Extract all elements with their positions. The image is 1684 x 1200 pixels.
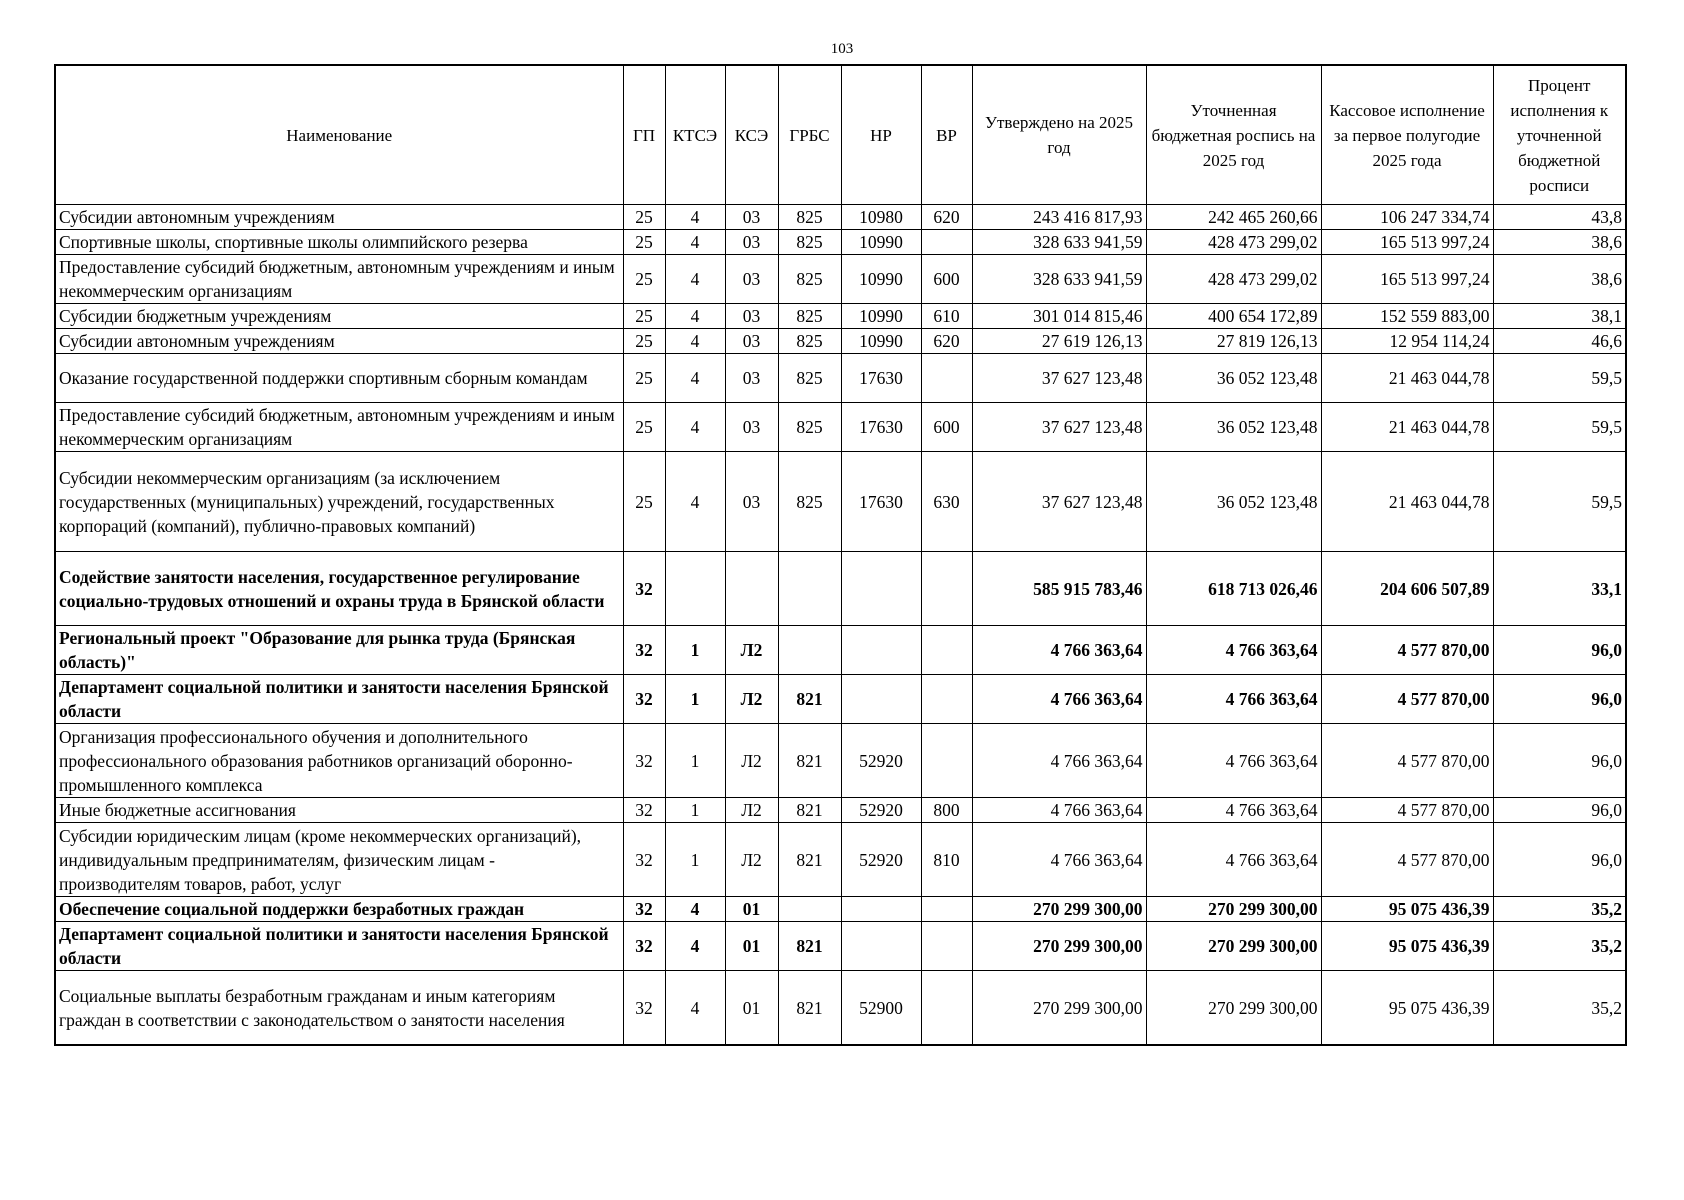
cell-cash: 21 463 044,78 [1321,452,1493,552]
header-gp: ГП [623,65,665,205]
cell-name: Департамент социальной политики и занятости населения Брянской области [55,922,623,971]
cell-np [841,922,921,971]
cell-grbs: 825 [778,255,841,304]
cell-name: Содействие занятости населения, государственное регулирование социально-трудовых отношений и охраны труда в Брянской области [55,552,623,626]
cell-cash: 204 606 507,89 [1321,552,1493,626]
table-row-section [55,922,1626,971]
header-refined: Уточненная бюджетная роспись на 2025 год [1146,65,1321,205]
cell-kse: 03 [725,230,778,255]
cell-percent: 46,6 [1493,329,1626,354]
cell-refined: 400 654 172,89 [1146,304,1321,329]
cell-np: 52920 [841,798,921,823]
cell-grbs: 825 [778,403,841,452]
cell-percent: 59,5 [1493,354,1626,403]
cell-approved: 270 299 300,00 [972,971,1146,1046]
cell-cash: 21 463 044,78 [1321,354,1493,403]
cell-approved: 243 416 817,93 [972,205,1146,230]
cell-kse: 01 [725,897,778,922]
cell-ktse: 4 [665,922,725,971]
cell-approved: 4 766 363,64 [972,675,1146,724]
cell-percent: 96,0 [1493,675,1626,724]
cell-refined: 270 299 300,00 [1146,922,1321,971]
table-row [55,304,1626,329]
cell-np: 10990 [841,304,921,329]
cell-ktse: 1 [665,823,725,897]
cell-refined: 242 465 260,66 [1146,205,1321,230]
cell-grbs: 821 [778,724,841,798]
cell-grbs [778,626,841,675]
cell-grbs: 825 [778,452,841,552]
cell-ktse: 4 [665,354,725,403]
cell-vr [921,354,972,403]
cell-approved: 37 627 123,48 [972,452,1146,552]
cell-gp: 25 [623,230,665,255]
cell-kse: Л2 [725,823,778,897]
cell-gp: 25 [623,403,665,452]
cell-gp: 32 [623,922,665,971]
header-approved: Утверждено на 2025 год [972,65,1146,205]
header-percent: Процент исполнения к уточненной бюджетной росписи [1493,65,1626,205]
cell-cash: 12 954 114,24 [1321,329,1493,354]
cell-gp: 32 [623,626,665,675]
cell-kse: 01 [725,971,778,1046]
cell-ktse: 4 [665,329,725,354]
cell-gp: 32 [623,971,665,1046]
cell-kse: 03 [725,304,778,329]
cell-grbs: 825 [778,304,841,329]
cell-percent: 35,2 [1493,897,1626,922]
cell-grbs [778,897,841,922]
table-row [55,971,1626,1046]
cell-refined: 36 052 123,48 [1146,452,1321,552]
cell-kse: Л2 [725,626,778,675]
cell-refined: 4 766 363,64 [1146,724,1321,798]
cell-vr [921,922,972,971]
table-row-section [55,675,1626,724]
cell-percent: 35,2 [1493,922,1626,971]
cell-cash: 165 513 997,24 [1321,255,1493,304]
cell-percent: 96,0 [1493,626,1626,675]
table-row [55,798,1626,823]
table-row [55,452,1626,552]
header-cash: Кассовое исполнение за первое полугодие 2025 года [1321,65,1493,205]
cell-kse: 03 [725,354,778,403]
cell-name: Региональный проект "Образование для рынка труда (Брянская область)" [55,626,623,675]
cell-percent: 96,0 [1493,823,1626,897]
header-name: Наименование [55,65,623,205]
cell-name: Департамент социальной политики и занятости населения Брянской области [55,675,623,724]
cell-name: Предоставление субсидий бюджетным, автономным учреждениям и иным некоммерческим организациям [55,255,623,304]
cell-np: 10990 [841,255,921,304]
cell-gp: 25 [623,205,665,230]
cell-vr [921,552,972,626]
cell-np: 52920 [841,823,921,897]
cell-approved: 585 915 783,46 [972,552,1146,626]
cell-name: Спортивные школы, спортивные школы олимпийского резерва [55,230,623,255]
cell-approved: 27 619 126,13 [972,329,1146,354]
header-vr: ВР [921,65,972,205]
cell-cash: 152 559 883,00 [1321,304,1493,329]
cell-refined: 270 299 300,00 [1146,897,1321,922]
cell-ktse: 4 [665,230,725,255]
cell-vr: 800 [921,798,972,823]
cell-kse: 01 [725,922,778,971]
cell-ktse: 1 [665,798,725,823]
cell-cash: 4 577 870,00 [1321,626,1493,675]
cell-grbs: 821 [778,798,841,823]
cell-cash: 95 075 436,39 [1321,922,1493,971]
cell-cash: 4 577 870,00 [1321,675,1493,724]
cell-grbs: 821 [778,675,841,724]
cell-np: 17630 [841,452,921,552]
header-kse: КСЭ [725,65,778,205]
cell-percent: 96,0 [1493,724,1626,798]
cell-grbs: 821 [778,971,841,1046]
table-row-section [55,897,1626,922]
cell-ktse: 4 [665,304,725,329]
cell-gp: 25 [623,304,665,329]
header-grbs: ГРБС [778,65,841,205]
cell-percent: 33,1 [1493,552,1626,626]
cell-name: Субсидии бюджетным учреждениям [55,304,623,329]
cell-refined: 4 766 363,64 [1146,626,1321,675]
cell-name: Иные бюджетные ассигнования [55,798,623,823]
cell-refined: 27 819 126,13 [1146,329,1321,354]
cell-percent: 38,6 [1493,230,1626,255]
budget-table [54,64,1627,1046]
cell-name: Субсидии некоммерческим организациям (за исключением государственных (муниципальных) учреждений, государственных корпораций (компаний), публично-правовых компаний) [55,452,623,552]
cell-vr: 600 [921,255,972,304]
header-np: НР [841,65,921,205]
cell-gp: 32 [623,897,665,922]
header-ktse: КТСЭ [665,65,725,205]
cell-approved: 37 627 123,48 [972,403,1146,452]
cell-np: 52920 [841,724,921,798]
cell-grbs [778,552,841,626]
cell-grbs: 825 [778,329,841,354]
cell-np [841,626,921,675]
cell-kse: Л2 [725,724,778,798]
table-row [55,724,1626,798]
cell-cash: 165 513 997,24 [1321,230,1493,255]
cell-refined: 428 473 299,02 [1146,230,1321,255]
cell-name: Оказание государственной поддержки спортивным сборным командам [55,354,623,403]
cell-kse [725,552,778,626]
cell-gp: 25 [623,354,665,403]
cell-gp: 32 [623,552,665,626]
cell-percent: 96,0 [1493,798,1626,823]
table-row [55,354,1626,403]
cell-grbs: 825 [778,230,841,255]
cell-gp: 32 [623,798,665,823]
cell-ktse [665,552,725,626]
cell-cash: 4 577 870,00 [1321,724,1493,798]
cell-np [841,552,921,626]
cell-gp: 25 [623,329,665,354]
cell-name: Субсидии юридическим лицам (кроме некоммерческих организаций), индивидуальным предпринимателям, физическим лицам - производителям товаров, работ, услуг [55,823,623,897]
cell-approved: 4 766 363,64 [972,724,1146,798]
cell-vr [921,897,972,922]
cell-vr: 600 [921,403,972,452]
cell-refined: 4 766 363,64 [1146,675,1321,724]
cell-approved: 4 766 363,64 [972,626,1146,675]
cell-percent: 59,5 [1493,403,1626,452]
cell-cash: 4 577 870,00 [1321,823,1493,897]
cell-gp: 32 [623,675,665,724]
page-number: 103 [830,41,854,57]
cell-approved: 270 299 300,00 [972,897,1146,922]
cell-name: Социальные выплаты безработным гражданам и иным категориям граждан в соответствии с законодательством о занятости населения [55,971,623,1046]
table-header-row [55,65,1626,205]
cell-np: 10980 [841,205,921,230]
cell-ktse: 4 [665,255,725,304]
cell-np: 17630 [841,403,921,452]
cell-percent: 38,6 [1493,255,1626,304]
cell-np: 10990 [841,329,921,354]
table-row [55,403,1626,452]
cell-cash: 95 075 436,39 [1321,971,1493,1046]
table-row [55,255,1626,304]
cell-gp: 25 [623,255,665,304]
cell-kse: 03 [725,205,778,230]
cell-ktse: 1 [665,626,725,675]
cell-refined: 428 473 299,02 [1146,255,1321,304]
cell-percent: 38,1 [1493,304,1626,329]
cell-grbs: 825 [778,205,841,230]
cell-approved: 4 766 363,64 [972,798,1146,823]
cell-gp: 32 [623,823,665,897]
cell-approved: 270 299 300,00 [972,922,1146,971]
cell-cash: 106 247 334,74 [1321,205,1493,230]
cell-cash: 95 075 436,39 [1321,897,1493,922]
cell-ktse: 4 [665,971,725,1046]
cell-vr: 610 [921,304,972,329]
cell-name: Обеспечение социальной поддержки безработных граждан [55,897,623,922]
cell-vr: 810 [921,823,972,897]
cell-name: Субсидии автономным учреждениям [55,205,623,230]
cell-percent: 59,5 [1493,452,1626,552]
cell-approved: 37 627 123,48 [972,354,1146,403]
cell-refined: 36 052 123,48 [1146,403,1321,452]
cell-approved: 301 014 815,46 [972,304,1146,329]
cell-refined: 4 766 363,64 [1146,823,1321,897]
cell-vr: 620 [921,329,972,354]
table-row [55,329,1626,354]
table-row [55,230,1626,255]
cell-gp: 32 [623,724,665,798]
cell-grbs: 821 [778,823,841,897]
cell-vr: 630 [921,452,972,552]
cell-np [841,675,921,724]
cell-vr [921,230,972,255]
cell-kse: 03 [725,452,778,552]
cell-ktse: 4 [665,205,725,230]
cell-kse: 03 [725,329,778,354]
table-row-section [55,626,1626,675]
cell-ktse: 4 [665,897,725,922]
cell-percent: 35,2 [1493,971,1626,1046]
cell-np: 10990 [841,230,921,255]
cell-vr [921,626,972,675]
cell-name: Организация профессионального обучения и дополнительного профессионального образования работников организаций оборонно-промышленного комплекса [55,724,623,798]
cell-ktse: 1 [665,675,725,724]
cell-approved: 328 633 941,59 [972,255,1146,304]
cell-np [841,897,921,922]
cell-approved: 328 633 941,59 [972,230,1146,255]
cell-kse: Л2 [725,675,778,724]
cell-refined: 36 052 123,48 [1146,354,1321,403]
cell-name: Субсидии автономным учреждениям [55,329,623,354]
cell-percent: 43,8 [1493,205,1626,230]
cell-grbs: 821 [778,922,841,971]
cell-np: 52900 [841,971,921,1046]
cell-grbs: 825 [778,354,841,403]
cell-vr: 620 [921,205,972,230]
cell-cash: 4 577 870,00 [1321,798,1493,823]
cell-cash: 21 463 044,78 [1321,403,1493,452]
cell-ktse: 4 [665,452,725,552]
cell-np: 17630 [841,354,921,403]
table-row-section [55,552,1626,626]
cell-name: Предоставление субсидий бюджетным, автономным учреждениям и иным некоммерческим организациям [55,403,623,452]
cell-refined: 270 299 300,00 [1146,971,1321,1046]
cell-refined: 618 713 026,46 [1146,552,1321,626]
cell-ktse: 1 [665,724,725,798]
cell-kse: 03 [725,403,778,452]
cell-vr [921,724,972,798]
cell-kse: 03 [725,255,778,304]
cell-gp: 25 [623,452,665,552]
cell-vr [921,971,972,1046]
table-row [55,823,1626,897]
table-row [55,205,1626,230]
cell-kse: Л2 [725,798,778,823]
cell-vr [921,675,972,724]
cell-refined: 4 766 363,64 [1146,798,1321,823]
cell-ktse: 4 [665,403,725,452]
cell-approved: 4 766 363,64 [972,823,1146,897]
